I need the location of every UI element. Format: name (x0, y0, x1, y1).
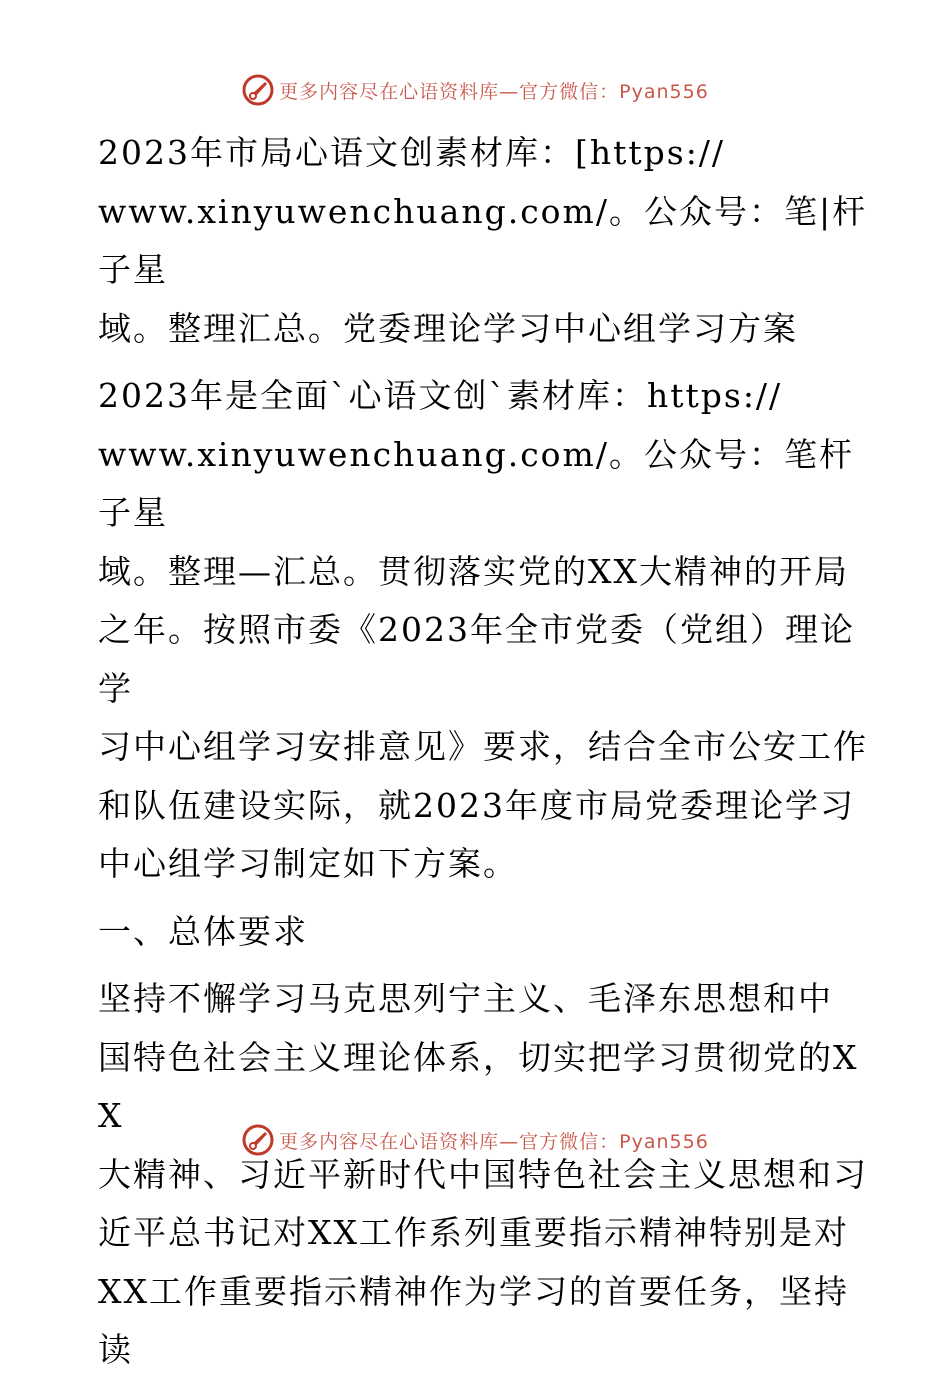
text-line: 近平总书记对XX工作系列重要指示精神特别是对 (98, 1213, 849, 1252)
footer-watermark (0, 1120, 950, 1160)
text-line: 2023年是全面`心语文创`素材库：https:// (98, 376, 783, 415)
paragraph-intro (98, 124, 868, 358)
text-line: XX工作重要指示精神作为学习的首要任务，坚持读 (98, 1271, 849, 1369)
watermark-text: 更多内容尽在心语资料库—官方微信：Pyan556 (279, 1130, 709, 1153)
text-line: 和队伍建设实际，就2023年度市局党委理论学习 (98, 785, 855, 825)
text-line: 域。整理—汇总。贯彻落实党的XX大精神的开局 (98, 551, 849, 591)
text-line: 2023年市局心语文创素材库：[https:// (98, 133, 726, 172)
watermark-text: 更多内容尽在心语资料库—官方微信：Pyan556 (279, 80, 709, 103)
paragraph-requirements (98, 970, 868, 1380)
text-line: 国特色社会主义理论体系，切实把学习贯彻党的XX (98, 1037, 859, 1135)
header-watermark (0, 70, 950, 110)
text-line: www.xinyuwenchuang.com/。公众号：笔杆子星 (98, 434, 854, 532)
document-body (98, 124, 868, 1389)
text-line: 习中心组学习安排意见》要求，结合全市公安工作 (98, 727, 868, 766)
section-heading (98, 903, 868, 962)
text-line: 域。整理汇总。党委理论学习中心组学习方案 (98, 308, 798, 348)
text-line: www.xinyuwenchuang.com/。公众号：笔|杆子星 (98, 191, 868, 289)
text-line: 一、总体要求 (98, 911, 308, 951)
text-line: 大精神、习近平新时代中国特色社会主义思想和习 (98, 1154, 868, 1194)
text-line: 之年。按照市委《2023年全市党委（党组）理论学 (98, 610, 855, 708)
text-line: 中心组学习制定如下方案。 (98, 844, 518, 883)
paragraph-background (98, 367, 868, 894)
text-line: 坚持不懈学习马克思列宁主义、毛泽东思想和中 (98, 979, 833, 1018)
xinyu-logo-icon (241, 1123, 275, 1157)
xinyu-logo-icon (241, 73, 275, 107)
